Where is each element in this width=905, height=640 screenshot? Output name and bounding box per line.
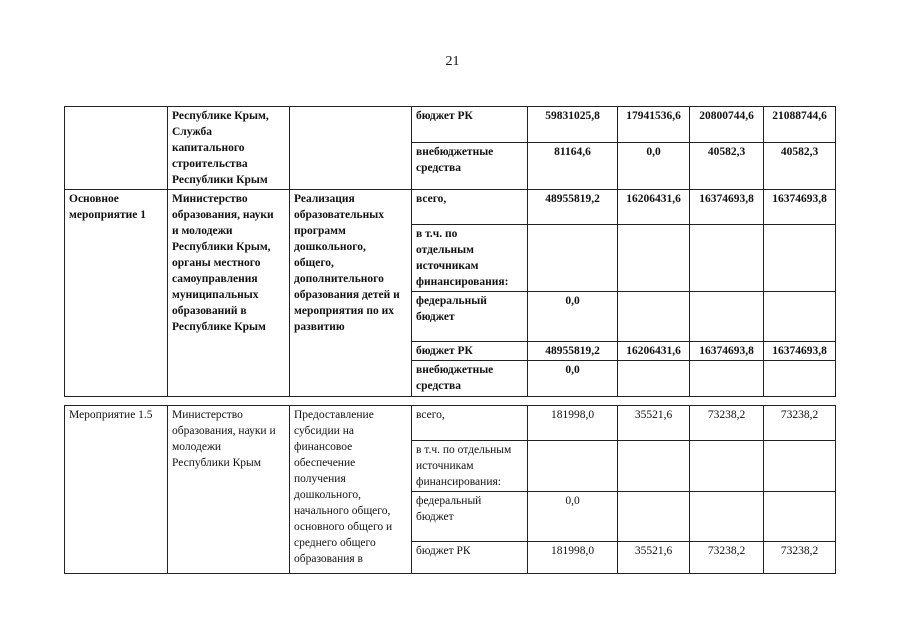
executor-cell (168, 107, 290, 190)
funding-source-cell (412, 225, 528, 292)
cell-text-line: капитального (172, 142, 245, 154)
cell-text-line: Республике Крым (172, 321, 266, 333)
cell-text-line: Реализация (294, 193, 355, 205)
financing-table-2 (64, 405, 836, 574)
amount-cell: 17941536,6 (618, 107, 690, 143)
cell-text-line: бюджет РК (416, 110, 473, 122)
cell-text-line: получения (294, 473, 346, 485)
cell-text-line: дошкольного, (294, 489, 362, 501)
amount-cell (690, 492, 764, 542)
cell-text-line: общего, (294, 257, 334, 269)
amount-cell: 59831025,8 (528, 107, 618, 143)
cell-text-line: Республики Крым (172, 174, 268, 186)
cell-text-line: всего, (416, 193, 447, 205)
amount-cell (618, 292, 690, 342)
cell-text-line: обеспечение (294, 457, 356, 469)
amount-cell (690, 361, 764, 397)
amount-cell: 40582,3 (764, 142, 836, 189)
amount-cell: 48955819,2 (528, 342, 618, 361)
amount-cell: 35521,6 (618, 542, 690, 574)
amount-cell: 0,0 (618, 142, 690, 189)
amount-cell (528, 441, 618, 492)
amount-cell: 73238,2 (764, 542, 836, 574)
amount-cell (618, 225, 690, 292)
amount-cell (690, 225, 764, 292)
amount-cell: 0,0 (528, 292, 618, 342)
cell-text-line: внебюджетные (416, 364, 494, 376)
amount-cell: 0,0 (528, 361, 618, 397)
cell-text-line: развитию (294, 321, 345, 333)
cell-text-line: Министерство (172, 193, 248, 205)
cell-text-line: мероприятие 1 (69, 209, 146, 221)
cell-text-line: Мероприятие 1.5 (69, 409, 153, 421)
amount-cell: 81164,6 (528, 142, 618, 189)
table-row (65, 190, 836, 225)
cell-text-line: внебюджетные (416, 145, 494, 158)
cell-text-line: образования, науки и (172, 425, 276, 437)
cell-text-line: в т.ч. по (416, 228, 458, 240)
cell-text-line: начального общего, (294, 505, 391, 517)
amount-cell: 16206431,6 (618, 342, 690, 361)
cell-text-line: средства (416, 380, 461, 392)
amount-cell: 0,0 (528, 492, 618, 542)
description-cell (290, 107, 412, 190)
event-name-cell (65, 107, 168, 190)
funding-source-cell (412, 342, 528, 361)
amount-cell (690, 441, 764, 492)
amount-cell (618, 492, 690, 542)
amount-cell (764, 225, 836, 292)
cell-text-line: источникам (416, 260, 479, 272)
amount-cell: 73238,2 (764, 406, 836, 441)
cell-text-line: среднего общего (294, 537, 376, 549)
cell-text-line: молодежи (172, 441, 222, 453)
cell-text-line: мероприятия по их (294, 305, 394, 317)
amount-cell: 181998,0 (528, 406, 618, 441)
financing-table-1 (64, 106, 836, 397)
page-number: 21 (445, 54, 460, 69)
cell-text-line: Предоставление (294, 409, 374, 421)
cell-text-line: Министерство (172, 409, 243, 421)
executor-cell (168, 406, 290, 574)
amount-cell (690, 292, 764, 342)
cell-text-line: дополнительного (294, 273, 384, 285)
cell-text-line: муниципальных (172, 289, 259, 301)
amount-cell (764, 292, 836, 342)
funding-source-cell (412, 492, 528, 542)
amount-cell: 73238,2 (690, 542, 764, 574)
table-row (65, 107, 836, 143)
cell-text-line: федеральный (416, 295, 487, 307)
amount-cell (764, 492, 836, 542)
amount-cell: 40582,3 (690, 142, 764, 189)
cell-text-line: Республики Крым (172, 457, 261, 469)
funding-source-cell (412, 542, 528, 574)
table-row (65, 406, 836, 441)
amount-cell (764, 361, 836, 397)
amount-cell: 16374693,8 (764, 342, 836, 361)
funding-source-cell (412, 441, 528, 492)
amount-cell: 20800744,6 (690, 107, 764, 143)
amount-cell: 73238,2 (690, 406, 764, 441)
funding-source-cell (412, 107, 528, 143)
amount-cell (528, 225, 618, 292)
amount-cell: 35521,6 (618, 406, 690, 441)
description-cell (290, 406, 412, 574)
cell-text-line: образований в (172, 305, 247, 317)
cell-text-line: бюджет РК (416, 545, 471, 557)
cell-text-line: источникам (416, 460, 474, 472)
cell-text-line: основного общего и (294, 521, 393, 533)
cell-text-line: финансовое (294, 441, 353, 453)
description-cell (290, 190, 412, 397)
amount-cell: 21088744,6 (764, 107, 836, 143)
cell-text-line: программ (294, 225, 346, 237)
amount-cell: 48955819,2 (528, 190, 618, 225)
cell-text-line: Республики Крым, (172, 241, 271, 253)
funding-source-cell (412, 361, 528, 397)
cell-text-line: субсидии на (294, 425, 354, 437)
cell-text-line: образования, науки (172, 209, 274, 221)
event-name-cell (65, 190, 168, 397)
cell-text-line: образования в (294, 553, 363, 565)
table2-body (65, 406, 836, 574)
cell-text-line: строительства (172, 158, 248, 170)
cell-text-line: в т.ч. по отдельным (416, 444, 512, 456)
cell-text-line: Служба (172, 126, 213, 138)
cell-text-line: дошкольного, (294, 241, 366, 253)
funding-source-cell (412, 292, 528, 342)
cell-text-line: Основное (69, 193, 119, 205)
cell-text-line: бюджет (416, 511, 454, 523)
amount-cell: 16374693,8 (690, 342, 764, 361)
cell-text-line: финансирования: (416, 276, 509, 288)
cell-text-line: бюджет РК (416, 345, 473, 357)
cell-text-line: отдельным (416, 244, 474, 256)
cell-text-line: Республике Крым, (172, 110, 269, 122)
funding-source-cell (412, 190, 528, 225)
cell-text-line: самоуправления (172, 273, 258, 285)
table1-body (65, 107, 836, 397)
amount-cell: 16374693,8 (690, 190, 764, 225)
funding-source-cell (412, 142, 528, 189)
cell-text-line: средства (416, 161, 461, 174)
cell-text-line: и молодежи (172, 225, 233, 237)
funding-source-cell (412, 406, 528, 441)
cell-text-line: финансирования: (416, 476, 501, 488)
cell-text-line: органы местного (172, 257, 261, 269)
event-name-cell (65, 406, 168, 574)
amount-cell: 16206431,6 (618, 190, 690, 225)
amount-cell: 16374693,8 (764, 190, 836, 225)
cell-text-line: бюджет (416, 311, 455, 323)
cell-text-line: всего, (416, 409, 445, 421)
amount-cell (764, 441, 836, 492)
amount-cell (618, 441, 690, 492)
amount-cell (618, 361, 690, 397)
cell-text-line: федеральный (416, 495, 482, 507)
cell-text-line: образования детей и (294, 289, 400, 301)
amount-cell: 181998,0 (528, 542, 618, 574)
cell-text-line: образовательных (294, 209, 384, 221)
executor-cell (168, 190, 290, 397)
